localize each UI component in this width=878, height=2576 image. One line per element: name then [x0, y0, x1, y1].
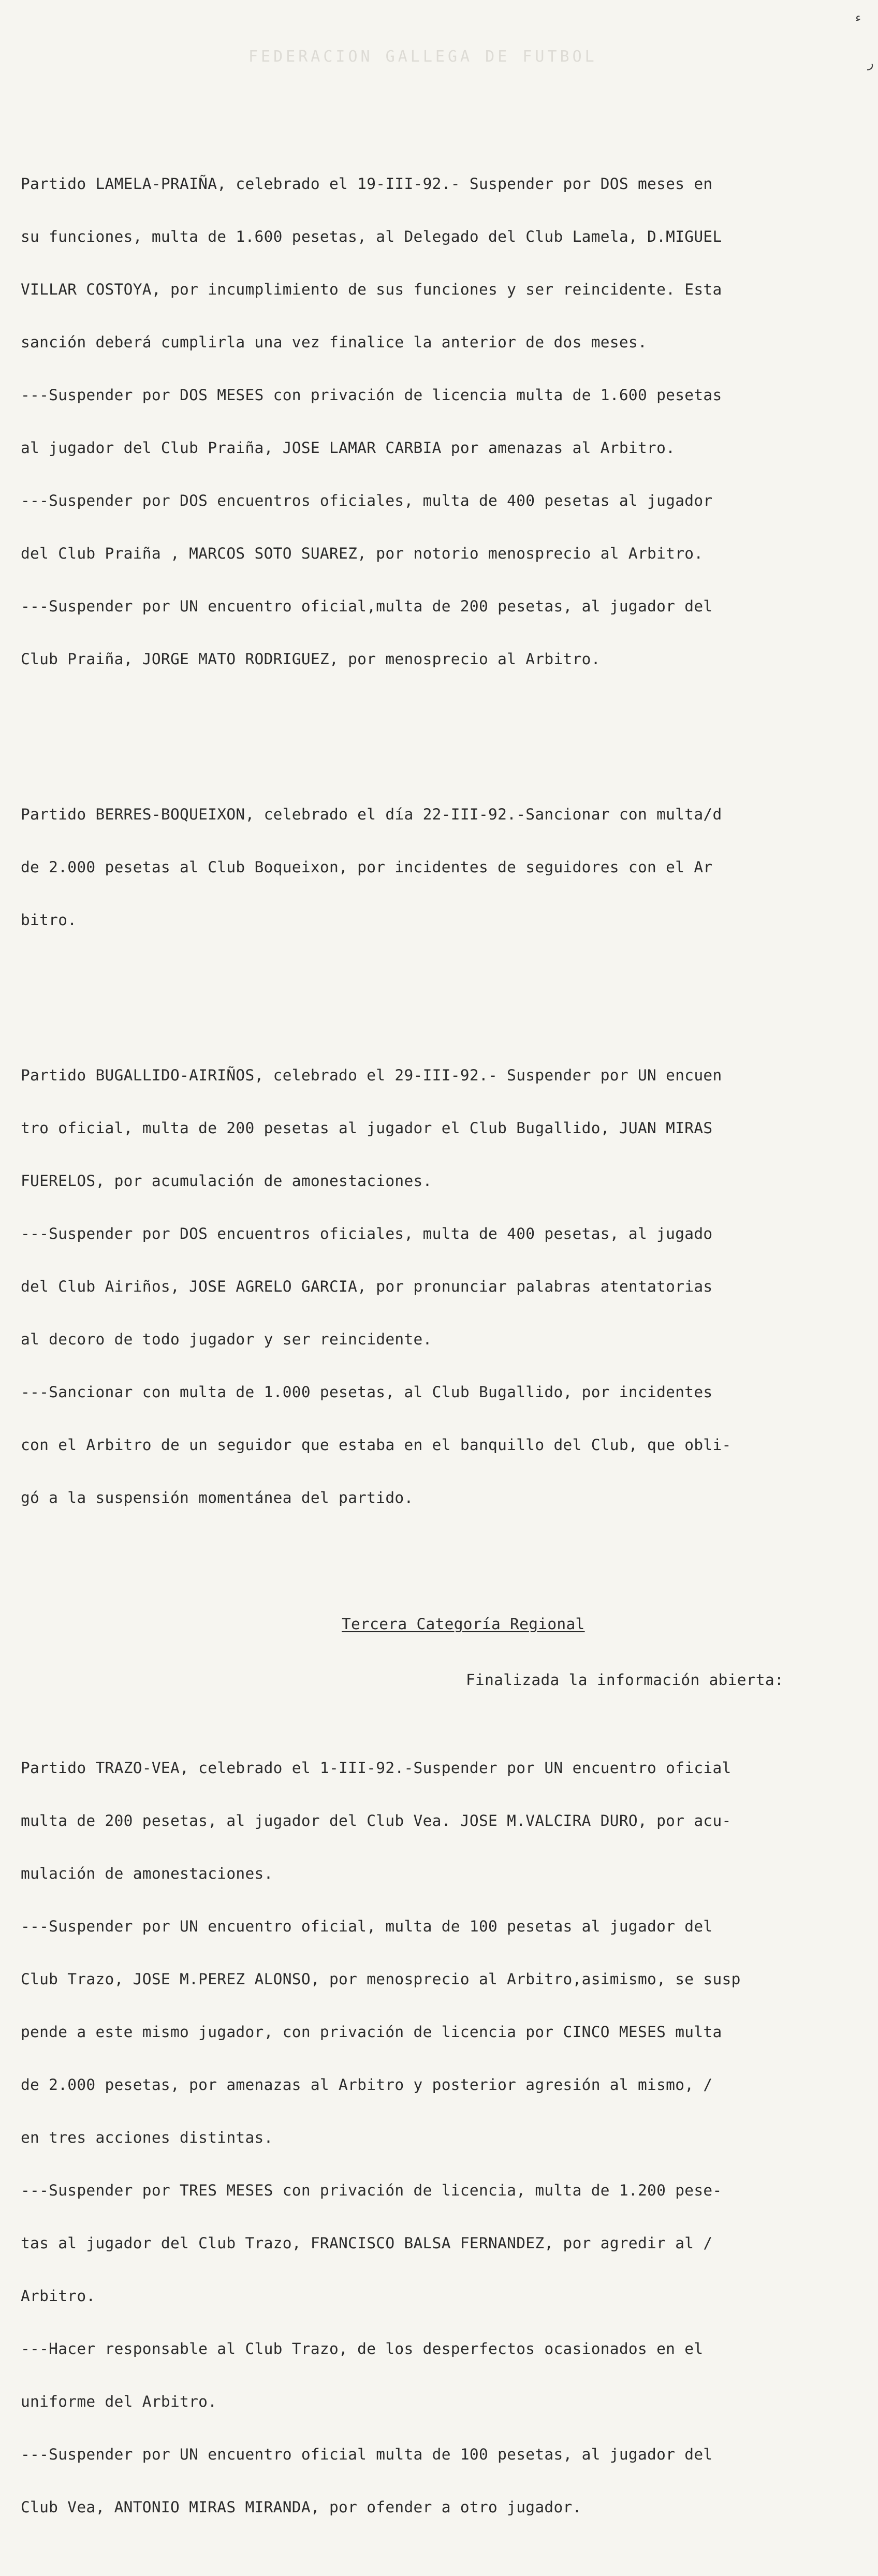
text-line: ---Hacer responsable al Club Trazo, de los desperfectos ocasionados en el — [21, 2340, 704, 2358]
bleed-through-header: FEDERACION GALLEGA DE FUTBOL — [248, 48, 597, 66]
text-line: Partido BUGALLIDO-AIRIÑOS, celebrado el 29-III-92.- Suspender por UN encuen — [21, 1066, 722, 1084]
text-line: de 2.000 pesetas al Club Boqueixon, por incidentes de seguidores con el Ar — [21, 858, 713, 876]
text-line: tas al jugador del Club Trazo, FRANCISCO BALSA FERNANDEZ, por agredir al / — [21, 2234, 713, 2252]
text-line: ---Sancionar con multa de 1.000 pesetas, al Club Bugallido, por incidentes — [21, 1383, 713, 1401]
text-line: multa de 200 pesetas, al jugador del Club Vea. JOSE M.VALCIRA DURO, por acu- — [21, 1812, 731, 1829]
paragraph-bugallido-airinos — [21, 1031, 849, 1542]
text-line: FUERELOS, por acumulación de amonestaciones. — [21, 1172, 432, 1190]
text-line: Club Praiña, JORGE MATO RODRIGUEZ, por menosprecio al Arbitro. — [21, 650, 601, 668]
text-line: ---Suspender por DOS encuentros oficiales, multa de 400 pesetas, al jugado — [21, 1225, 713, 1242]
text-line: gó a la suspensión momentánea del partido. — [21, 1489, 414, 1506]
text-line: de 2.000 pesetas, por amenazas al Arbitro y posterior agresión al mismo, / — [21, 2076, 713, 2094]
section-heading-tercera — [21, 1615, 849, 1633]
text-line: con el Arbitro de un seguidor que estaba en el banquillo del Club, que obli- — [21, 1436, 731, 1454]
document-body — [21, 87, 849, 2576]
paragraph-lamela-praina — [21, 140, 849, 703]
text-line: del Club Airiños, JOSE AGRELO GARCIA, por pronunciar palabras atentatorias — [21, 1278, 713, 1295]
text-line: en tres acciones distintas. — [21, 2129, 273, 2146]
text-line: bitro. — [21, 911, 77, 929]
text-line: ---Suspender por DOS MESES con privación de licencia multa de 1.600 pesetas — [21, 386, 722, 404]
note-informacion-abierta: Finalizada la información abierta: — [466, 1671, 784, 1689]
text-line: Partido BERRES-BOQUEIXON, celebrado el día 22-III-92.-Sancionar con multa/d — [21, 806, 722, 823]
text-line: ---Suspender por UN encuentro oficial, multa de 100 pesetas al jugador del — [21, 1918, 713, 1935]
corner-mark-top: ء — [855, 10, 861, 25]
text-line: pende a este mismo jugador, con privación de licencia por CINCO MESES multa — [21, 2023, 722, 2041]
text-line: sanción deberá cumplirla una vez finalice la anterior de dos meses. — [21, 333, 648, 351]
text-line: Club Trazo, JOSE M.PEREZ ALONSO, por menosprecio al Arbitro,asimismo, se susp — [21, 1970, 741, 1988]
text-line: ---Suspender por UN encuentro oficial,multa de 200 pesetas, al jugador del — [21, 597, 713, 615]
text-line: del Club Praiña , MARCOS SOTO SUAREZ, por notorio menosprecio al Arbitro. — [21, 545, 704, 562]
text-line: tro oficial, multa de 200 pesetas al jugador el Club Bugallido, JUAN MIRAS — [21, 1119, 713, 1137]
text-line: uniforme del Arbitro. — [21, 2393, 217, 2410]
text-line: Club Vea, ANTONIO MIRAS MIRANDA, por ofender a otro jugador. — [21, 2498, 582, 2516]
text-line: ---Suspender por DOS encuentros oficiales, multa de 400 pesetas al jugador — [21, 492, 713, 509]
text-line: ---Suspender por UN encuentro oficial multa de 100 pesetas, al jugador del — [21, 2446, 713, 2463]
text-line: mulación de amonestaciones. — [21, 1865, 273, 1882]
text-line: VILLAR COSTOYA, por incumplimiento de sus funciones y ser reincidente. Esta — [21, 281, 722, 298]
text-line: Partido LAMELA-PRAIÑA, celebrado el 19-III-92.- Suspender por DOS meses en — [21, 175, 713, 193]
section-heading-text: Tercera Categoría Regional — [342, 1615, 585, 1633]
paragraph-berres-boqueixon — [21, 770, 849, 964]
paragraph-trazo-vea — [21, 1724, 849, 2551]
text-line: al decoro de todo jugador y ser reincidente. — [21, 1330, 432, 1348]
text-line: al jugador del Club Praiña, JOSE LAMAR CARBIA por amenazas al Arbitro. — [21, 439, 676, 457]
text-line: ---Suspender por TRES MESES con privación de licencia, multa de 1.200 pese- — [21, 2182, 722, 2199]
corner-mark-side: ر — [868, 56, 874, 70]
text-line: su funciones, multa de 1.600 pesetas, al Delegado del Club Lamela, D.MIGUEL — [21, 228, 722, 245]
text-line: Arbitro. — [21, 2287, 96, 2305]
text-line: Partido TRAZO-VEA, celebrado el 1-III-92.-Suspender por UN encuentro oficial — [21, 1759, 731, 1777]
